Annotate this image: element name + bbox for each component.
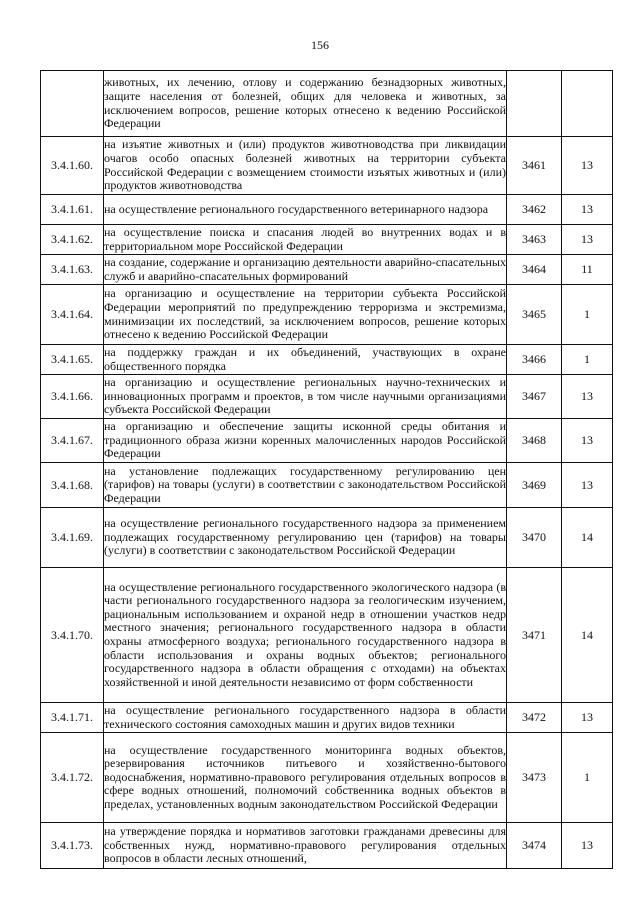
- row-value: 11: [562, 255, 613, 285]
- row-number: 3464: [507, 255, 562, 285]
- row-description: животных, их лечению, отлову и содержанию безнадзорных животных, защите населения от болезней, общих для человека и животных, за исключением вопросов, решение которых отнесено к ведению Российской Федерации: [104, 75, 506, 131]
- row-description: на осуществление регионального государственного ветеринарного надзора: [104, 201, 489, 216]
- row-number: 3472: [507, 703, 562, 733]
- row-code: 3.4.1.63.: [41, 255, 104, 285]
- table-row: [41, 568, 613, 703]
- row-value: 13: [562, 225, 613, 255]
- row-value: 13: [562, 823, 613, 869]
- row-description: на утверждение порядка и нормативов заготовки гражданами древесины для собственных нужд, нормативно-правового регулирования отдельных вопросов в области лесных отношений,: [104, 824, 506, 866]
- row-value: 13: [562, 703, 613, 733]
- table-row: [41, 195, 613, 225]
- table-row: [41, 823, 613, 869]
- row-number: 3469: [507, 463, 562, 508]
- row-description: на установление подлежащих государственному регулированию цен (тарифов) на товары (услуги) в соответствии с законодательством Российской Федерации: [104, 463, 506, 505]
- row-code: 3.4.1.65.: [41, 345, 104, 375]
- row-number: 3471: [507, 568, 562, 703]
- row-description: на осуществление регионального государственного надзора в области технического состояния самоходных машин и других видов техники: [104, 702, 506, 731]
- row-description: на организацию и осуществление региональных научно-технических и инновационных программ и проектов, в том числе научными организациями субъекта Российской Федерации: [104, 375, 506, 417]
- row-value: 1: [562, 285, 613, 345]
- row-description: на создание, содержание и организацию деятельности аварийно-спасательных служб и аварийно-спасательных формирований: [104, 254, 506, 283]
- row-code: 3.4.1.64.: [41, 285, 104, 345]
- row-value: 13: [562, 463, 613, 508]
- row-code: 3.4.1.71.: [41, 703, 104, 733]
- row-code: 3.4.1.69.: [41, 508, 104, 568]
- table-row: [41, 463, 613, 508]
- row-description: на организацию и осуществление на территории субъекта Российской Федерации мероприятий по предупреждению терроризма и экстремизма, минимизации их последствий, за исключением вопросов, решение которых отнесено к ведению Российской Федерации: [104, 286, 506, 342]
- table-row: [41, 225, 613, 255]
- row-description: на организацию и обеспечение защиты исконной среды обитания и традиционного образа жизни коренных малочисленных народов Российской Федерации: [104, 419, 506, 461]
- row-number: 3468: [507, 419, 562, 463]
- table-row: [41, 375, 613, 419]
- table-row: [41, 345, 613, 375]
- row-number: 3474: [507, 823, 562, 869]
- row-value: 13: [562, 375, 613, 419]
- row-value: 13: [562, 419, 613, 463]
- row-value: 14: [562, 508, 613, 568]
- row-number: 3466: [507, 345, 562, 375]
- row-code: 3.4.1.70.: [41, 568, 104, 703]
- row-number: [507, 71, 562, 137]
- row-value: 13: [562, 195, 613, 225]
- table-row: [41, 137, 613, 195]
- row-value: 13: [562, 137, 613, 195]
- row-value: [562, 71, 613, 137]
- row-description: на осуществление регионального государственного экологического надзора (в части регионального государственного надзора за геологическим изучением, рациональным использованием и охраной недр в отношении участков недр местного значения; регионального государственного надзора в области охраны атмосферного воздуха; регионального государственного надзора в области использования и охраны водных объектов; регионального государственного надзора в области обращения с отходами) на объектах хозяйственной и иной деятельности независимо от форм собственности: [104, 579, 506, 689]
- registry-table: [40, 70, 613, 869]
- row-code: 3.4.1.67.: [41, 419, 104, 463]
- row-value: 1: [562, 345, 613, 375]
- row-number: 3465: [507, 285, 562, 345]
- row-code: 3.4.1.60.: [41, 137, 104, 195]
- row-value: 14: [562, 568, 613, 703]
- table-row: [41, 508, 613, 568]
- row-code: 3.4.1.61.: [41, 195, 104, 225]
- row-number: 3467: [507, 375, 562, 419]
- row-code: 3.4.1.72.: [41, 733, 104, 823]
- table-row: [41, 703, 613, 733]
- row-description: на осуществление государственного мониторинга водных объектов, резервирования источников питьевого и хозяйственно-бытового водоснабжения, нормативно-правового регулирования отдельных вопросов в сфере водных отношений, полномочий собственника водных объектов в пределах, установленных водным законодательством Российской Федерации: [104, 742, 506, 811]
- row-description: на осуществление регионального государственного надзора за применением подлежащих государственному регулированию цен (тарифов) на товары (услуги) в соответствии с законодательством Российской Федерации: [104, 516, 506, 558]
- row-number: 3463: [507, 225, 562, 255]
- row-code: 3.4.1.73.: [41, 823, 104, 869]
- row-number: 3473: [507, 733, 562, 823]
- page-number: 156: [311, 38, 329, 52]
- table-row: [41, 255, 613, 285]
- row-description: на осуществление поиска и спасания людей во внутренних водах и в территориальном море Российской Федерации: [104, 224, 506, 253]
- table-row: [41, 419, 613, 463]
- row-code: 3.4.1.62.: [41, 225, 104, 255]
- row-value: 1: [562, 733, 613, 823]
- row-number: 3462: [507, 195, 562, 225]
- row-number: 3470: [507, 508, 562, 568]
- row-description: на изъятие животных и (или) продуктов животноводства при ликвидации очагов особо опасных болезней животных на территории субъекта Российской Федерации с возмещением стоимости изъятых животных и (или) продуктов животноводства: [104, 137, 506, 193]
- row-code: 3.4.1.66.: [41, 375, 104, 419]
- row-code: [41, 71, 104, 137]
- table-row: [41, 285, 613, 345]
- row-description: на поддержку граждан и их объединений, участвующих в охране общественного порядка: [104, 344, 506, 373]
- row-number: 3461: [507, 137, 562, 195]
- table-row: [41, 733, 613, 823]
- row-code: 3.4.1.68.: [41, 463, 104, 508]
- table-row: [41, 71, 613, 137]
